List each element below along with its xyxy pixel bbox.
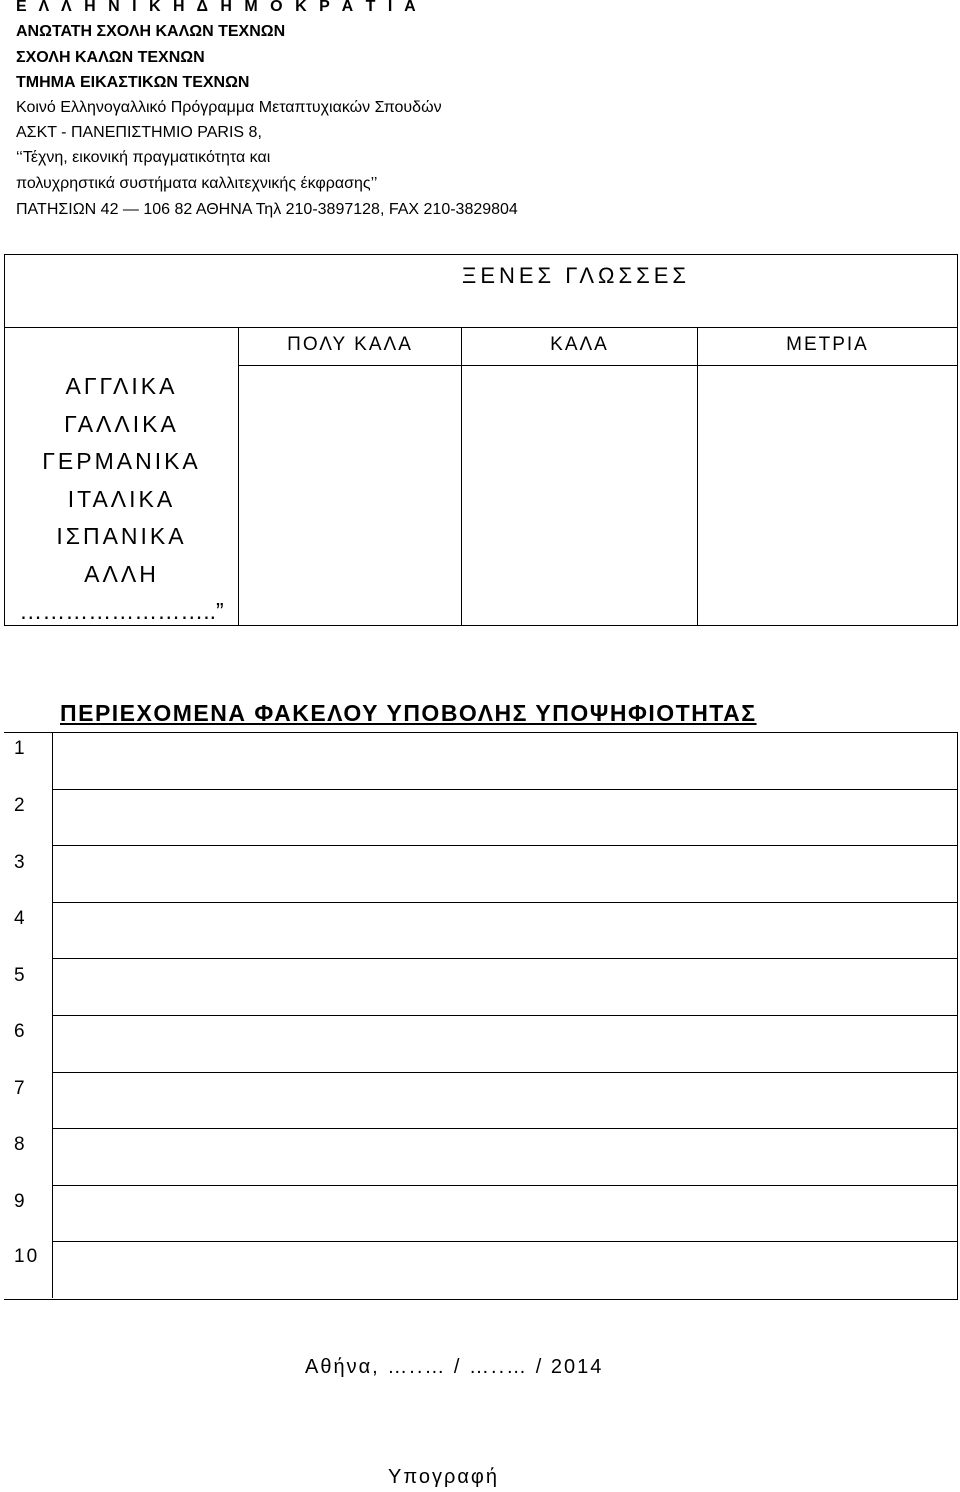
- row-number: 10: [14, 1246, 40, 1267]
- language-other: ΑΛΛΗ: [84, 560, 159, 587]
- header-universities: ΑΣΚΤ - ΠΑΝΕΠΙΣΤΗΜΙΟ PARIS 8,: [16, 124, 262, 141]
- row-number: 9: [14, 1191, 25, 1212]
- language-english: ΑΓΓΛΙΚΑ: [65, 373, 178, 399]
- row-number: 6: [14, 1021, 25, 1042]
- contents-row-field[interactable]: [52, 1073, 957, 1129]
- languages-list-cell: [5, 328, 239, 626]
- languages-title: ΞΕΝΕΣ ΓΛΩΣΣΕΣ: [462, 263, 690, 288]
- contents-row-field[interactable]: [52, 790, 957, 846]
- contents-row-field[interactable]: [52, 959, 957, 1016]
- language-italian: ΙΤΑΛΙΚΑ: [67, 485, 176, 512]
- contents-row-field[interactable]: [52, 1016, 957, 1073]
- contents-row-field[interactable]: [52, 1129, 957, 1186]
- level-very-good-field[interactable]: [239, 366, 462, 626]
- header-school: ΣΧΟΛΗ ΚΑΛΩΝ ΤΕΧΝΩΝ: [16, 49, 205, 66]
- contents-title: ΠΕΡΙΕΧΟΜΕΝΑ ΦΑΚΕΛΟΥ ΥΠΟΒΟΛΗΣ ΥΠΟΨΗΦΙΟΤΗΤΑΣ: [60, 700, 757, 726]
- header-program-title-2: πολυχρηστικά συστήματα καλλιτεχνικής έκφρασης’’: [16, 175, 378, 192]
- row-number: 4: [14, 908, 25, 929]
- language-french: ΓΑΛΛΙΚΑ: [64, 410, 179, 437]
- level-very-good-header: [239, 328, 462, 366]
- contents-row-field[interactable]: [52, 903, 957, 959]
- language-german: ΓΕΡΜΑΝΙΚΑ: [42, 448, 201, 474]
- header-program: Κοινό Ελληνογαλλικό Πρόγραμμα Μεταπτυχιακών Σπουδών: [16, 99, 442, 116]
- contents-row-field[interactable]: [52, 1186, 957, 1242]
- language-other-blank: ……………………..”: [19, 598, 224, 624]
- row-number: 5: [14, 965, 25, 986]
- header-department: ΤΜΗΜΑ ΕΙΚΑΣΤΙΚΩΝ ΤΕΧΝΩΝ: [16, 74, 250, 91]
- level-very-good-label: ΠΟΛΥ ΚΑΛΑ: [287, 334, 413, 355]
- header-program-title-1: ‘‘Τέχνη, εικονική πραγματικότητα και: [16, 149, 271, 166]
- header-address: ΠΑΤΗΣΙΩΝ 42 — 106 82 ΑΘΗΝΑ Τηλ 210-3897128, FAX 210-3829804: [16, 201, 518, 218]
- row-number: 3: [14, 852, 25, 873]
- row-number: 2: [14, 795, 25, 816]
- contents-row-field[interactable]: [52, 1242, 957, 1298]
- languages-title-cell: [5, 255, 958, 328]
- contents-row-field[interactable]: [52, 733, 957, 790]
- level-moderate-header: [698, 328, 958, 366]
- date-line: Αθήνα, …..… / …..… / 2014: [305, 1356, 604, 1378]
- row-number: 1: [14, 738, 25, 759]
- language-spanish: ΙΣΠΑΝΙΚΑ: [56, 523, 187, 549]
- level-good-field[interactable]: [462, 366, 698, 626]
- level-good-label: ΚΑΛΑ: [550, 334, 609, 355]
- row-number: 8: [14, 1134, 25, 1155]
- header-republic: Ε Λ Λ Η Ν Ι Κ Η Δ Η Μ Ο Κ Ρ Α Τ Ι Α: [16, 0, 420, 15]
- signature-label: Υπογραφή: [388, 1466, 500, 1488]
- languages-list: [5, 368, 238, 631]
- contents-table: [4, 732, 958, 1300]
- header-institution: ΑΝΩΤΑΤΗ ΣΧΟΛΗ ΚΑΛΩΝ ΤΕΧΝΩΝ: [16, 23, 286, 40]
- level-moderate-label: ΜΕΤΡΙΑ: [786, 334, 869, 355]
- level-good-header: [462, 328, 698, 366]
- level-moderate-field[interactable]: [698, 366, 958, 626]
- contents-row-field[interactable]: [52, 846, 957, 903]
- languages-table: [4, 254, 958, 626]
- row-number: 7: [14, 1078, 25, 1099]
